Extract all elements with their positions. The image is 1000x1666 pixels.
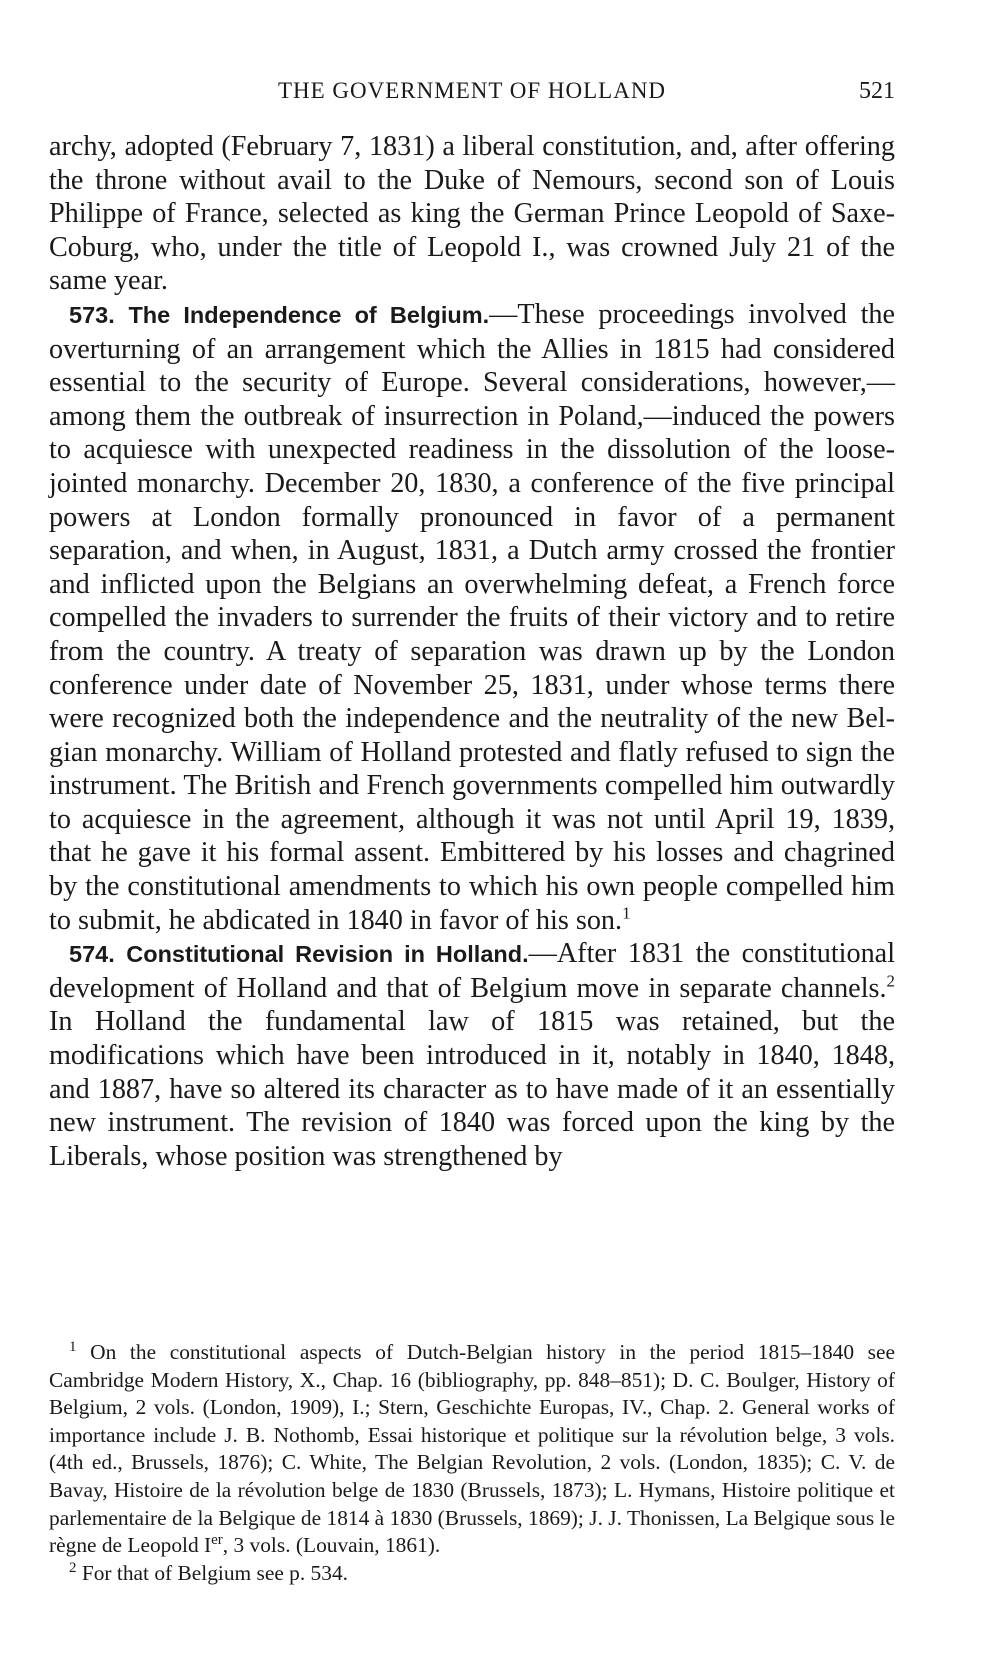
running-title: THE GOVERNMENT OF HOLLAND <box>277 78 667 103</box>
section-text: —After 1831 the constitutional development of Holland and that of Belgium move in separate channels. <box>49 938 896 1004</box>
footnote-marker: 1 <box>69 1338 77 1355</box>
footnotes <box>49 1339 895 1587</box>
footnote-text: For that of Belgium see p. 534. <box>76 1560 348 1585</box>
section-heading: The Independence of Belgium. <box>128 301 490 328</box>
paragraph-text: archy, adopted (February 7, 1831) a liberal constitution, and, after offering the throne without avail to the Duke of Nemours, second son of Louis Philippe of France, selected as king the German Prince Leopold of Saxe-Coburg, who, under the title of Leopold I., was crowned July 21 of the same year. <box>49 131 895 297</box>
page-number: 521 <box>859 78 895 104</box>
running-header <box>49 72 895 108</box>
section-text-continued: In Holland the fundamental law of 1815 was retained, but the modifications which have been introduced in it, notably in 1840, 1848, and 1887, have so altered its character as to have made of it an essentially new instrument. The revision of 1840 was forced upon the king by the Liberals, whose position was strengthened by <box>49 1006 895 1172</box>
footnote-ref[interactable]: 2 <box>886 971 895 991</box>
footnote-1 <box>49 1339 895 1560</box>
section-text: —These proceedings involved the overturning of an arrangement which the Allies in 1815 had considered essential to the security of Europe. Several considerations, however,—among them the outbreak of insurrection in Poland,—induced the powers to acquiesce with unexpected readiness in the dissolution of the loose-jointed monarchy. December 20, 1830, a conference of the five principal powers at London formally pronounced in favor of a permanent separation, and when, in August, 1831, a Dutch army crossed the frontier and inflicted upon the Belgians an overwhelming defeat, a French force compelled the invaders to surrender the fruits of their victory and to retire from the country. A treaty of separation was drawn up by the London conference under date of November 25, 1831, under whose terms there were recognized both the independence and the neutrality of the new Belgian monarchy. William of Holland protested and flatly refused to sign the instrument. The British and French governments compelled him outwardly to acquiesce in the agreement, although it was not until April 19, 1839, that he gave it his formal assent. Embittered by his losses and chagrined by the constitutional amendments to which his own people compelled him to submit, he abdicated in 1840 in favor of his son. <box>49 298 895 936</box>
footnote-ref[interactable]: 1 <box>622 903 631 923</box>
footnote-text: On the constitutional aspects of Dutch-Belgian history in the period 1815–1840 see Cambridge Modern History, X., Chap. 16 (bibliography, pp. 848–851); D. C. Boulger, History of Belgium, 2 vols. (London, 1909), I.; Stern, Geschichte Europas, IV., Chap. 2. General works of importance include J. B. Nothomb, Essai historique et politique sur la révolution belge, 3 vols. (4th ed., Brussels, 1876); C. White, The Belgian Revolution, 2 vols. (London, 1835); C. V. de Bavay, Histoire de la révolution belge de 1830 (Brussels, 1873); L. Hymans, Histoire politique et parlementaire de la Belgique de 1814 à 1830 (Brussels, 1869); J. J. Thonissen, La Belgique sous le règne de Leopold I <box>49 1340 895 1558</box>
footnote-2 <box>49 1560 895 1588</box>
superscript: er <box>211 1532 223 1549</box>
section-heading: Constitutional Revision in Holland. <box>126 941 529 968</box>
section-number: 573. <box>69 301 115 328</box>
section-574 <box>49 937 895 1173</box>
section-573 <box>49 298 895 937</box>
footnote-marker: 2 <box>69 1559 77 1576</box>
footnote-text-continued: , 3 vols. (Louvain, 1861). <box>222 1533 441 1558</box>
paragraph-continued <box>49 130 895 298</box>
section-number: 574. <box>69 941 115 968</box>
main-text <box>49 130 895 1173</box>
